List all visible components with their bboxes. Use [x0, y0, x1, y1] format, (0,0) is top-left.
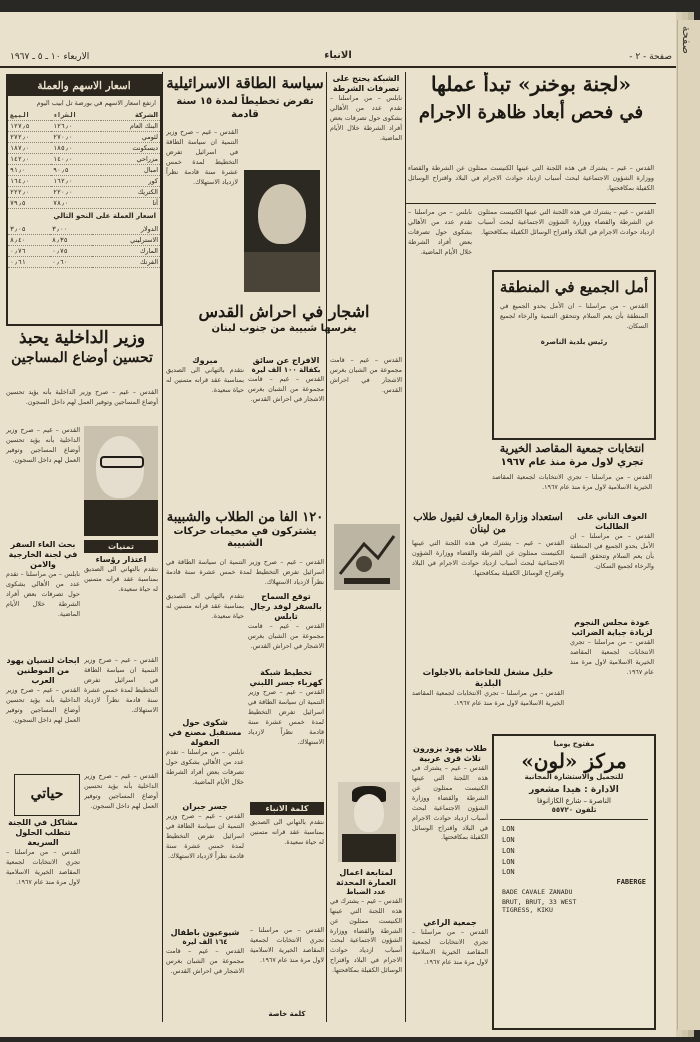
stocks-title: اسعار الاسهم والعملة [8, 76, 160, 96]
suhub-story [166, 928, 244, 1022]
table-row [8, 121, 160, 132]
water-body: القدس – غيم – قامت مجموعة من الشبان بغرس الاشجار في احراش القدس. [248, 622, 324, 650]
apology-badge: تمنيات [84, 540, 158, 553]
stock-buy: ١٦٢٫٠ [51, 176, 101, 187]
issue-date: الاربعاء ١٠ ـ ٥ ـ ١٩٦٧ [10, 52, 90, 62]
stock-sell: ٢٢٢٫٠ [8, 187, 51, 198]
interior-headline-1: وزير الداخلية يحبذ [18, 328, 146, 348]
illustration-drawing [334, 524, 400, 590]
bottom-mid-story [330, 868, 402, 1018]
stocks-header: البيع [8, 110, 51, 121]
left-col-body: القدس – غيم – صرح وزير الداخلية بأنه يؤيد تحسين أوضاع المساجين وتوفير العمل لهم داخل السجون. [84, 772, 158, 810]
jews-story [6, 656, 80, 766]
lead-headline-2: في فحص أبعاد ظاهرة الاجرام [418, 102, 644, 123]
elections-title: انتخابات جمعية المقاصد الخيرية [499, 442, 645, 455]
electricity-title: تخطيط شبكة كهرباء جسر اللبني [249, 668, 323, 687]
currency-buy: ٠٫٧٥ [50, 246, 92, 257]
stock-name: البنك العام [101, 121, 160, 132]
table-row [8, 198, 160, 209]
next-page-tab: صفحة [680, 26, 693, 54]
table-row [8, 132, 160, 143]
taxes-body: القدس – من مراسلنا – تجري الانتخابات لجمعية المقاصد الخيرية الاسلامية لاول مرة منذ عام ١٩٦٧. [570, 638, 654, 676]
stock-buy: ١٢٦٫٠ [51, 121, 101, 132]
stock-buy: ٩٠٫٥ [51, 165, 101, 176]
ad-top: مفتوح يوميا [553, 740, 595, 748]
currency-buy: ٠٫٦٠ [50, 257, 92, 268]
ad-brand: FABERGE [616, 878, 646, 887]
energy-subtitle: تفرض تخطيطاً لمدة ١٥ سنة قادمة [176, 96, 314, 120]
table-row [8, 246, 160, 257]
currency-sell: ٠٫٦١ [8, 257, 50, 268]
stocks-header-row [8, 110, 160, 121]
ports-body: نابلس – من مراسلنا – تقدم عدد من الأهالي بشكوى حول تصرفات بعض أفراد الشرطة خلال الأيام الماضية. [166, 748, 244, 786]
interior-body: القدس – غيم – صرح وزير الداخلية بأنه يؤيد تحسين أوضاع المساجين وتوفير العمل لهم داخل السجون. [6, 388, 158, 406]
ports-story [166, 718, 244, 798]
right-byline: كلمة خاصة [268, 1010, 306, 1018]
jacket-shape [342, 834, 396, 862]
stock-name: لئومي [101, 132, 160, 143]
stock-name: ديسكونت [101, 143, 160, 154]
kalima-body: نتقدم بالتهاني الى الصديق بمناسبة عقد قرانه متمنين له حياة سعيدة. [250, 818, 324, 846]
currency-buy: ٨٫٣٥ [50, 235, 92, 246]
ad-lon-list [494, 824, 654, 878]
mabruk-body: نتقدم بالتهاني الى الصديق بمناسبة عقد قرانه متمنين له حياة سعيدة. [166, 366, 244, 394]
police-body: نابلس – من مراسلنا – تقدم عدد من الأهالي بشكوى حول تصرفات بعض أفراد الشرطة خلال الأيام الماضية. [408, 208, 472, 256]
jibran-body: القدس – غيم – صرح وزير التنمية ان سياسة الطاقة في اسرائيل تفرض التخطيط لمدة خمس عشرة سنة قادمة نظراً لازدياد الاستهلاك. [166, 812, 244, 860]
region-sign: رئيس بلدية الناصرة [540, 337, 608, 346]
interior-body-more: القدس – غيم – صرح وزير الداخلية بأنه يؤيد تحسين أوضاع المساجين وتوفير العمل لهم داخل السجون. [6, 426, 80, 464]
ouf-story [570, 512, 654, 612]
region-body: القدس – من مراسلنا – ان الأمل يحدو الجميع في المنطقة بأن يعم السلام وتتحقق التنمية والرخاء لجميع السكان. [500, 302, 648, 330]
ad-lon-item: LON [502, 868, 515, 877]
ouf-body: القدس – من مراسلنا – ان الأمل يحدو الجميع في المنطقة بأن يعم السلام وتتحقق التنمية والرخاء لجميع السكان. [570, 532, 654, 570]
newspaper-sheet [0, 12, 676, 1037]
energy-title: سياسة الطاقة الاسرائيلية [166, 74, 324, 92]
apology-body: نتقدم بالتهاني الى الصديق بمناسبة عقد قرانه متمنين له حياة سعيدة. [84, 565, 158, 593]
stock-buy: ٧٨٫٠ [51, 198, 101, 209]
bottom-mid-sub: عدد الضباط [346, 888, 386, 896]
ad-phone: تلفون ٥٥٧٢٠ [551, 805, 597, 814]
currency-name: الدولار [92, 224, 160, 235]
nasr-story [6, 540, 80, 650]
nasr-title: بحث الغاء السفر في لجنة الخارجية والامن [8, 540, 78, 569]
jibran-story [166, 802, 244, 922]
currency-sell: ٣٫٠٥ [8, 224, 50, 235]
suhub-title: شيوعيون باطفال [170, 928, 240, 937]
stock-sell: ٧٩٫٥ [8, 198, 51, 209]
byline-title: جمعية الراعي [423, 918, 477, 927]
forest-body: القدس – غيم – قامت مجموعة من الشبان بغرس الاشجار في احراش القدس. [330, 356, 402, 394]
khalil-story [412, 668, 564, 738]
young-man-photo [338, 782, 400, 862]
nasr-body: نابلس – من مراسلنا – تقدم عدد من الأهالي بشكوى حول تصرفات بعض أفراد الشرطة خلال الأيام الماضية. [6, 570, 80, 618]
currency-sell: ٨٫٤٠ [8, 235, 50, 246]
hayati-logo-text: حياتي [30, 786, 64, 802]
jibran-title: جسر جبران [182, 802, 228, 811]
stock-buy: ٢٢٠٫٠ [51, 187, 101, 198]
stocks-intro: ارتفع اسعار الاسهم في بورصة تل ابيب اليوم [36, 99, 156, 107]
ad-lon-item: LON [502, 825, 515, 834]
table-row [8, 176, 160, 187]
bottom-mid-title: لمتابعة اعمال العمارة المحدثة [335, 868, 397, 887]
youth-body-more: نتقدم بالتهاني الى الصديق بمناسبة عقد قرانه متمنين له حياة سعيدة. [166, 592, 244, 620]
police-story [330, 74, 402, 174]
mabruk-story [166, 356, 244, 506]
ad-title: مركز «لون» [521, 749, 627, 774]
youth-headline-2: يشتركون في مخيمات حركات الشبيبة [173, 525, 317, 550]
prisoner-body: القدس – غيم – قامت مجموعة من الشبان بغرس الاشجار في احراش القدس. [248, 374, 324, 403]
ad-lon-item: LON [502, 857, 515, 866]
currency-name: الفرنك [92, 257, 160, 268]
stock-sell: ١٦٤٫٠ [8, 176, 51, 187]
table-row [8, 235, 160, 246]
stock-name: امبال [101, 165, 160, 176]
elections-subtitle: تجري لاول مرة منذ عام ١٩٦٧ [500, 457, 644, 469]
table-row [8, 257, 160, 268]
illustration-image [334, 524, 400, 590]
bottom-mid-body: القدس – غيم – يشترك في هذه اللجنة التي عينها الكنيست ممثلون عن الشرطة والقضاء ووزارة الشؤون الاجتماعية لبحث أسباب ازدياد حوادث الاجرام في البلاد واقتراح الوسائل الكفيلة بمكافحتها. [330, 896, 402, 975]
stocks-box [6, 74, 162, 326]
column-rule [162, 72, 163, 1022]
currency-buy: ٣٫٠٠ [50, 224, 92, 235]
jews-title: ابحاث لتسيان يهود من الموطنين العرب [6, 656, 80, 685]
kalima-story [250, 802, 324, 922]
currency-table [8, 224, 160, 268]
elections-body: القدس – من مراسلنا – تجري الانتخابات لجمعية المقاصد الخيرية الاسلامية لاول مرة منذ عام ١٩٦٧. [492, 472, 652, 491]
stock-buy: ١٨٥٫٠ [51, 143, 101, 154]
ad-address: الناصرة – شارع الكازانوفا [537, 796, 611, 805]
energy-story [166, 74, 324, 124]
lead-body: القدس – غيم – يشترك في هذه اللجنة التي عينها الكنيست ممثلون عن الشرطة والقضاء ووزارة الشؤون الاجتماعية لبحث أسباب ازدياد حوادث الاجرام في البلاد واقتراح الوسائل الكفيلة بمكافحتها. [408, 164, 654, 192]
hayati-logo [14, 774, 80, 816]
currency-sell: ٠٫٧٦ [8, 246, 50, 257]
currency-name: الاسترليني [92, 235, 160, 246]
stock-sell: ٢٧٢٫٠ [8, 132, 51, 143]
right-byline-body: القدس – من مراسلنا – تجري الانتخابات لجمعية المقاصد الخيرية الاسلامية لاول مرة منذ عام ١٩٦٧. [250, 926, 324, 964]
stock-name: أتا [101, 198, 160, 209]
ports-title: شكوى حول مستقبل مصنع في العفولة [168, 718, 242, 747]
ad-manager: الادارة : هيدا مشعور [529, 785, 619, 796]
students-story [412, 744, 488, 914]
kalima-badge: كلمة الانباء [250, 802, 324, 815]
apology-body-more: القدس – غيم – صرح وزير التنمية ان سياسة الطاقة في اسرائيل تفرض التخطيط لمدة خمس عشرة سنة قادمة نظراً لازدياد الاستهلاك. [84, 656, 158, 714]
next-page-edge [677, 20, 700, 1030]
suhub-sub: ١٦٤ الف ليرة [182, 938, 228, 946]
students-body: القدس – غيم – يشترك في هذه اللجنة التي عينها الكنيست ممثلون عن الشرطة والقضاء ووزارة الشؤون الاجتماعية لبحث أسباب ازدياد حوادث الاجرام في البلاد واقتراح الوسائل الكفيلة بمكافحتها. [412, 764, 488, 842]
ouf-title: العوف التأني على الطالبات [576, 512, 648, 531]
column-rule [326, 72, 327, 1022]
prisoner-sub: بكفالة ١٠٠ الف ليرة [251, 366, 321, 374]
lead-story [408, 72, 654, 162]
elections-story [492, 442, 652, 502]
page-label: صفحة - ٢ - [629, 52, 672, 62]
table-row [8, 165, 160, 176]
ad-lon-item: LON [502, 835, 515, 844]
table-row [8, 154, 160, 165]
suhub-body: القدس – غيم – قامت مجموعة من الشبان بغرس الاشجار في احراش القدس. [166, 946, 244, 975]
ad-lon-item: LON [502, 846, 515, 855]
face-shape [354, 794, 384, 832]
suit-shape [84, 500, 158, 536]
lead-headline-1: «لجنة بوخنر» تبدأ عملها [430, 72, 632, 96]
problems-body: القدس – من مراسلنا – تجري الانتخابات لجمعية المقاصد الخيرية الاسلامية لاول مرة منذ عام ١٩٦٧. [6, 848, 80, 886]
forest-headline: اشجار في احراش القدس [198, 302, 370, 321]
lon-center-ad [492, 734, 656, 1030]
youth-story [166, 510, 324, 554]
ministry-body: القدس – غيم – يشترك في هذه اللجنة التي عينها الكنيست ممثلون عن الشرطة والقضاء ووزارة الشؤون الاجتماعية لبحث أسباب ازدياد حوادث الاجرام في البلاد واقتراح الوسائل الكفيلة بمكافحتها. [412, 539, 564, 577]
jews-body: القدس – غيم – صرح وزير الداخلية بأنه يؤيد تحسين أوضاع المساجين وتوفير العمل لهم داخل السجون. [6, 686, 80, 724]
interior-story [6, 328, 158, 384]
interior-headline-2: تحسين أوضاع المساجين [11, 350, 153, 367]
ad-subtitle: للتجميل والاستشارة المجانية [524, 773, 624, 782]
ad-en-3: TIGRESS, KIKU [502, 906, 553, 915]
prisoner-story [248, 356, 324, 506]
stocks-header: الشركة [101, 110, 160, 121]
glasses-shape [100, 456, 144, 468]
ministry-story [412, 512, 564, 662]
electricity-body: القدس – غيم – صرح وزير التنمية ان سياسة الطاقة في اسرائيل تفرض التخطيط لمدة خمس عشرة سنة قادمة نظراً لازدياد الاستهلاك. [248, 688, 324, 746]
currency-name: المارك [92, 246, 160, 257]
shoulders-shape [244, 252, 320, 292]
column-rule [405, 72, 406, 1022]
newspaper-title: الانباء [324, 50, 352, 61]
minister-photo [84, 426, 158, 536]
divider [406, 203, 656, 204]
apology-title: اعتذار رؤساء [95, 555, 147, 564]
khalil-body: القدس – من مراسلنا – تجري الانتخابات لجمعية المقاصد الخيرية الاسلامية لاول مرة منذ عام ١٩٦٧. [412, 689, 564, 708]
portrait-photo [244, 170, 320, 292]
ad-en-2: BRUT, BRUT, 33 WEST [502, 898, 577, 907]
table-row [8, 187, 160, 198]
water-story [248, 592, 324, 662]
currency-title: اسعار العملة على النحو التالي [53, 212, 156, 221]
face-shape [258, 184, 306, 244]
taxes-title: عودة مجلس النجوم لزيادة جباية الضرائب [571, 618, 653, 637]
stock-sell: ١٢٧٫٥ [8, 121, 51, 132]
forest-subtitle: يغرسها شبيبة من جنوب لبنان [211, 323, 357, 335]
mabruk-title: مبروك [192, 356, 218, 365]
region-title: أمل الجميع في المنطقة [499, 278, 649, 296]
youth-body: القدس – غيم – صرح وزير التنمية ان سياسة الطاقة في اسرائيل تفرض التخطيط لمدة خمس عشرة سنة قادمة نظراً لازدياد الاستهلاك. [166, 558, 324, 586]
ad-en-1: BADE CAVALE ZANADU [502, 888, 573, 897]
ministry-title: استعداد وزارة المعارف لقبول طلاب من لبنان [413, 512, 563, 535]
stock-sell: ١٨٧٫٠ [8, 143, 51, 154]
stock-name: مزراحي [101, 154, 160, 165]
electricity-story [248, 668, 324, 788]
lead-body-continued: القدس – غيم – يشترك في هذه اللجنة التي عينها الكنيست ممثلون عن الشرطة والقضاء ووزارة الشؤون الاجتماعية لبحث أسباب ازدياد حوادث الاجرام في البلاد واقتراح الوسائل الكفيلة بمكافحتها. [478, 208, 654, 236]
police-title: الشبكة يحتج على تصرفات الشرطة [332, 74, 400, 93]
prisoner-title: الافراج عن سائق [252, 356, 320, 365]
stock-sell: ٩١٫٠ [8, 165, 51, 176]
forest-story [166, 302, 402, 352]
ad-divider [500, 819, 648, 820]
table-row [8, 224, 160, 235]
stocks-header: الشراء [51, 110, 101, 121]
page-header [0, 50, 676, 68]
apology-story [84, 540, 158, 650]
khalil-title: خليل مشغل للحاخامة بالاجلوات البلدية [422, 668, 554, 689]
taxes-story [570, 618, 654, 728]
stock-name: الكتريك [101, 187, 160, 198]
stock-name: كور [101, 176, 160, 187]
stock-buy: ١٤٠٫٠ [51, 154, 101, 165]
youth-headline-1: ١٢٠ الفاً من الطلاب والشبيبة [166, 510, 324, 525]
byline-body: القدس – من مراسلنا – تجري الانتخابات لجمعية المقاصد الخيرية الاسلامية لاول مرة منذ عام ١٩٦٧. [412, 928, 488, 966]
region-box [492, 270, 656, 440]
students-title: طلاب يهود يزورون تلاث قرى عربية [413, 744, 487, 763]
water-title: توقع السماح بالسفر لوفد رجال تابلس [250, 592, 322, 621]
stock-sell: ١٤٢٫٠ [8, 154, 51, 165]
table-row [8, 143, 160, 154]
energy-body: القدس – غيم – صرح وزير التنمية ان سياسة الطاقة في اسرائيل تفرض التخطيط لمدة خمس عشرة سنة قادمة نظراً لازدياد الاستهلاك. [166, 128, 238, 186]
byline-story [412, 918, 488, 1018]
stock-buy: ٢٧٠٫٠ [51, 132, 101, 143]
problems-title: مشاكل في اللجنة تتطلب الحلول السريعة [8, 818, 78, 847]
police-body-main: نابلس – من مراسلنا – تقدم عدد من الأهالي بشكوى حول تصرفات بعض أفراد الشرطة خلال الأيام الماضية. [330, 94, 402, 142]
stocks-table [8, 110, 160, 209]
